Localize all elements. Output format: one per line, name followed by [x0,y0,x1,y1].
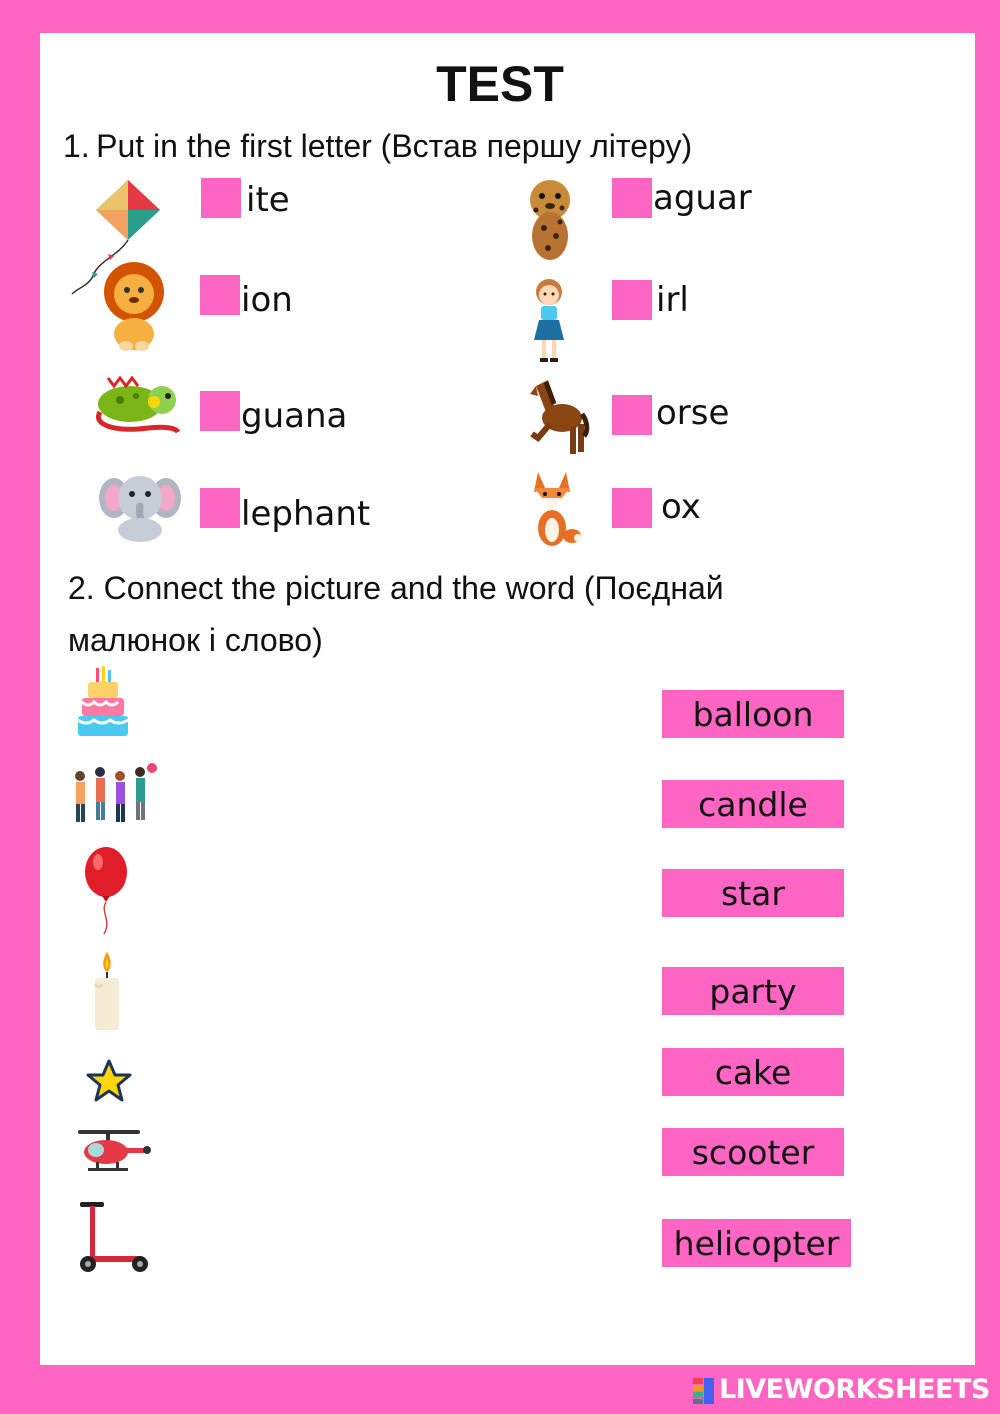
word-fragment-jaguar: aguar [653,178,752,218]
letter-box-horse[interactable] [612,395,652,435]
word-fragment-horse: orse [656,393,730,433]
word-fragment-fox: ox [661,487,701,527]
task2-instruction-line2: малюнок і слово) [68,622,323,658]
elephant-icon [98,468,182,542]
scooter-icon [74,1200,152,1274]
word-box-star[interactable]: star [662,869,844,917]
word-box-cake[interactable]: cake [662,1048,844,1096]
star-icon [86,1058,132,1104]
fox-icon [530,470,582,548]
letter-box-girl[interactable] [612,280,652,320]
task2-instruction [68,562,724,666]
letter-box-elephant[interactable] [200,488,240,528]
word-box-party[interactable]: party [662,967,844,1015]
word-fragment-elephant: lephant [241,494,371,534]
lion-icon [96,260,172,352]
party-icon [68,762,158,824]
iguana-icon [88,376,180,436]
page-title: TEST [436,56,564,112]
liveworksheets-logo-mark [693,1378,715,1404]
task2-instruction-line1: 2. Connect the picture and the word (Поєднай [68,570,724,606]
word-box-helicopter[interactable]: helicopter [662,1219,851,1267]
letter-box-iguana[interactable] [200,391,240,431]
task1-instruction: 1. Put in the first letter (Встав першу літеру) [63,128,693,164]
helicopter-icon [72,1126,152,1176]
word-fragment-girl: irl [656,280,689,320]
word-box-balloon[interactable]: balloon [662,690,844,738]
word-box-scooter[interactable]: scooter [662,1128,844,1176]
word-fragment-kite: ite [246,180,290,220]
cake-icon [74,666,132,740]
word-box-candle[interactable]: candle [662,780,844,828]
horse-icon [524,376,590,456]
letter-box-fox[interactable] [612,488,652,528]
candle-icon [90,950,124,1032]
balloon-icon [82,846,130,936]
liveworksheets-logo-text: LIVEWORKSHEETS [719,1374,990,1405]
word-fragment-lion: ion [241,280,293,320]
liveworksheets-logo [693,1374,993,1406]
letter-box-lion[interactable] [200,275,240,315]
letter-box-jaguar[interactable] [612,178,652,218]
jaguar-icon [522,176,578,262]
girl-icon [526,276,572,366]
letter-box-kite[interactable] [201,178,241,218]
word-fragment-iguana: guana [241,396,348,436]
